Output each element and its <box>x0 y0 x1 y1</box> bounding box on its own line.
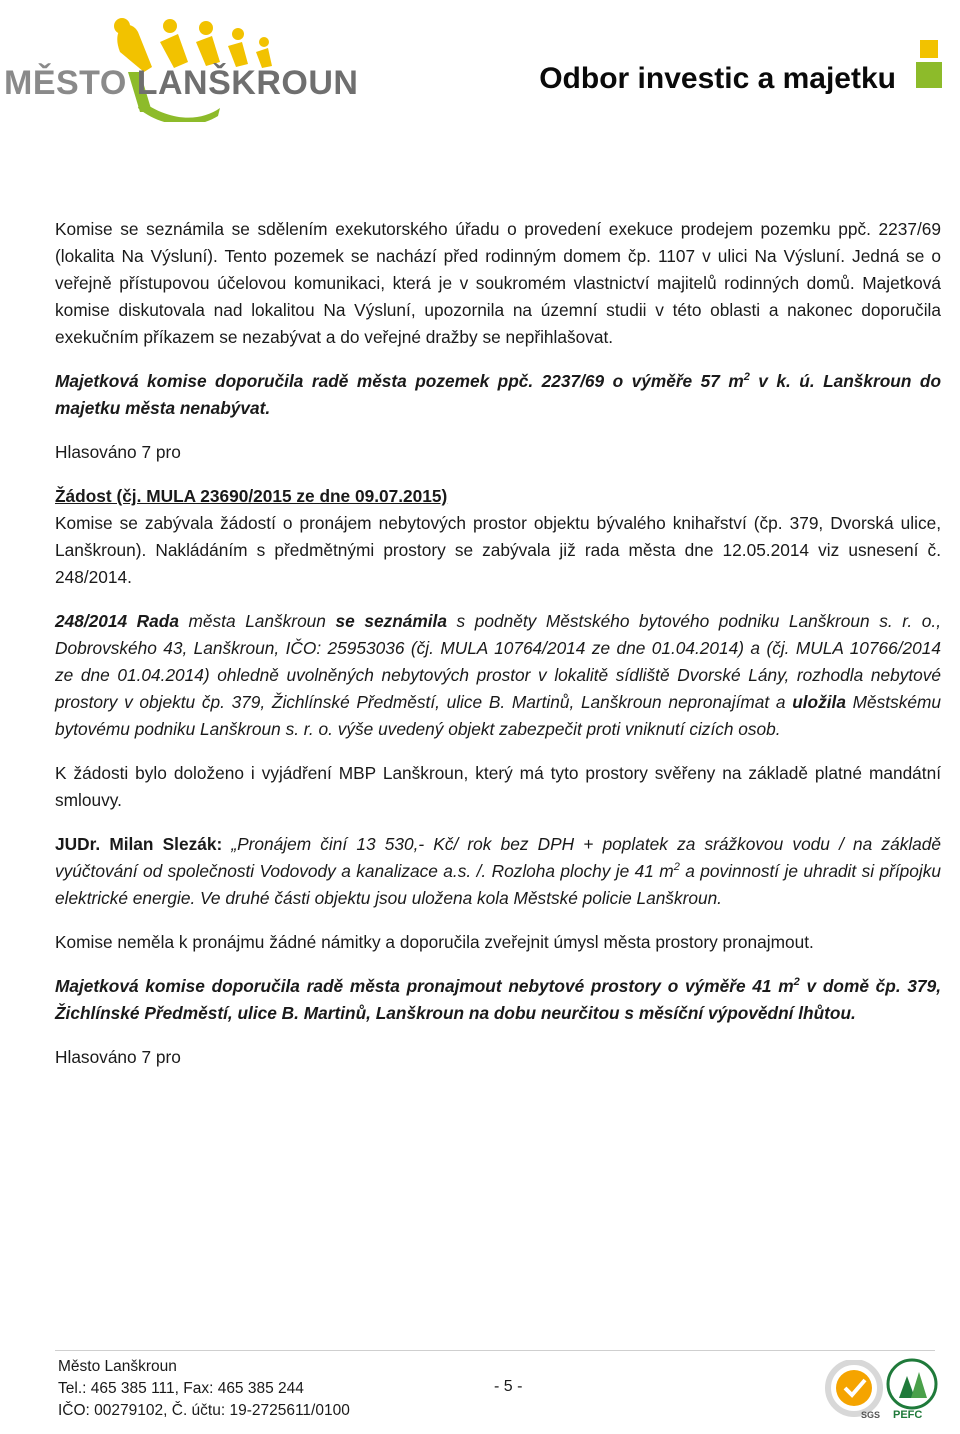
paragraph-request: Komise se zabývala žádostí o pronájem nebytových prostor objektu bývalého knihařství (čp. 379, Dvorská ulice, Lanškroun). Nakládáním s předmětnými prostory se zabývala již rada města dne 12.05.2014 viz usnesení č. 248/2014. <box>55 513 941 587</box>
recommendation-1-text-a: Majetková komise doporučila radě města pozemek ppč. 2237/69 o výměře 57 m <box>55 371 744 391</box>
resolution-text-3: Městskému bytovému podniku Lanškroun s. r. o. výše uvedený objekt zabezpečit proti vniknutí cizích osob. <box>55 692 941 739</box>
recommendation-2 <box>55 973 941 1027</box>
recommendation-1-sup: 2 <box>743 371 750 384</box>
city-logo <box>0 8 359 128</box>
paragraph-mbp: K žádosti bylo doloženo i vyjádření MBP Lanškroun, který má tyto prostory svěřeny na základě platné mandátní smlouvy. <box>55 763 941 810</box>
vote-2: Hlasováno 7 pro <box>55 1047 181 1067</box>
footer-city: Město Lanškroun <box>58 1358 177 1375</box>
recommendation-2-text-b: v domě čp. 379, Žichlínské Předměstí, ulice B. Martinů, Lanškroun na dobu neurčitou s měsíční výpovědní lhůtou. <box>55 976 941 1023</box>
badge-pefc-label: PEFC <box>893 1409 923 1420</box>
quote-sup: 2 <box>673 861 680 874</box>
department-title: Odbor investic a majetku <box>539 62 896 95</box>
footer-address <box>58 1356 350 1422</box>
recommendation-1 <box>55 368 941 422</box>
speaker-name: JUDr. Milan Slezák: <box>55 834 223 854</box>
pefc-logo-icon <box>885 1358 939 1420</box>
quote-text-a: „Pronájem činí 13 530,- Kč/ rok bez DPH + poplatek za srážkovou vodu / na základě vyúčtování od společnosti Vodovody a kanalizace a.s. /. Rozloha plochy je 41 m <box>55 834 942 881</box>
page-number: - 5 - <box>494 1378 523 1395</box>
resolution-text-1: města Lanškroun <box>178 611 336 631</box>
footer-phone: Tel.: 465 385 111, Fax: 465 385 244 <box>58 1380 304 1397</box>
logo-word-mesto: MĚSTO <box>4 64 127 102</box>
logo-wordmark <box>4 64 358 103</box>
quote-text-b: a povinností je uhradit si přípojku elektrické energie. Ve druhé části objektu jsou uložena kola Městské policie Lanškroun. <box>55 861 941 908</box>
resolution-text-2: s podněty Městského bytového podniku Lanškroun s. r. o., Dobrovského 43, Lanškroun, IČO: 25953036 (čj. MULA 10764/2014 ze dne 01.04.2014) a (čj. MULA 10766/2014 ze dne 01.04.2014) ohledně uvolněných nebytových prostor v lokalitě sídliště Dvorské Lány, rozhodla nebytové prostory v objektu čp. 379, Žichlínské Předměstí, ulice B. Martinů, Lanškroun nepronajímat a <box>55 611 942 712</box>
corner-squares-icon <box>916 40 942 88</box>
iso-certification-icon <box>825 1360 883 1420</box>
recommendation-1-text-b: v k. ú. Lanškroun do majetku města nenabývat. <box>55 371 942 418</box>
recommendation-2-text-a: Majetková komise doporučila radě města pronajmout nebytové prostory o výměře 41 m <box>55 976 794 996</box>
badge-sgs-label: SGS <box>861 1410 881 1420</box>
logo-word-lanskroun: LANŠKROUN <box>136 64 359 102</box>
page-footer <box>0 1350 960 1434</box>
footer-account: IČO: 00279102, Č. účtu: 19-2725611/0100 <box>58 1402 350 1419</box>
footer-divider <box>55 1350 935 1351</box>
speaker-statement <box>55 831 941 912</box>
resolution-bold-2: uložila <box>792 692 846 712</box>
resolution-bold-1: se seznámila <box>335 611 447 631</box>
paragraph-no-objection: Komise neměla k pronájmu žádné námitky a doporučila zveřejnit úmysl města prostory pronajmout. <box>55 932 814 952</box>
page-header <box>0 0 960 140</box>
recommendation-2-sup: 2 <box>793 976 800 989</box>
council-resolution <box>55 608 941 743</box>
resolution-number: 248/2014 Rada <box>55 611 179 631</box>
paragraph-exekuce: Komise se seznámila se sdělením exekutorského úřadu o provedení exekuce prodejem pozemku ppč. 2237/69 (lokalita Na Výsluní). Tento pozemek se nachází před rodinným domem čp. 1107 v ulici Na Výsluní. Jedná se o veřejně přístupovou účelovou komunikaci, která je v soukromém vlastnictví majitelů rodinných domů. Majetková komise diskutovala nad lokalitou Na Výsluní, upozornila na územní studii v této oblasti a nakonec doporučila exekučním příkazem se nezabývat a do veřejné dražby se nepřihlašovat. <box>55 219 941 347</box>
request-heading: Žádost (čj. MULA 23690/2015 ze dne 09.07.2015) <box>55 486 448 506</box>
document-body <box>55 216 941 1088</box>
vote-1: Hlasováno 7 pro <box>55 442 181 462</box>
